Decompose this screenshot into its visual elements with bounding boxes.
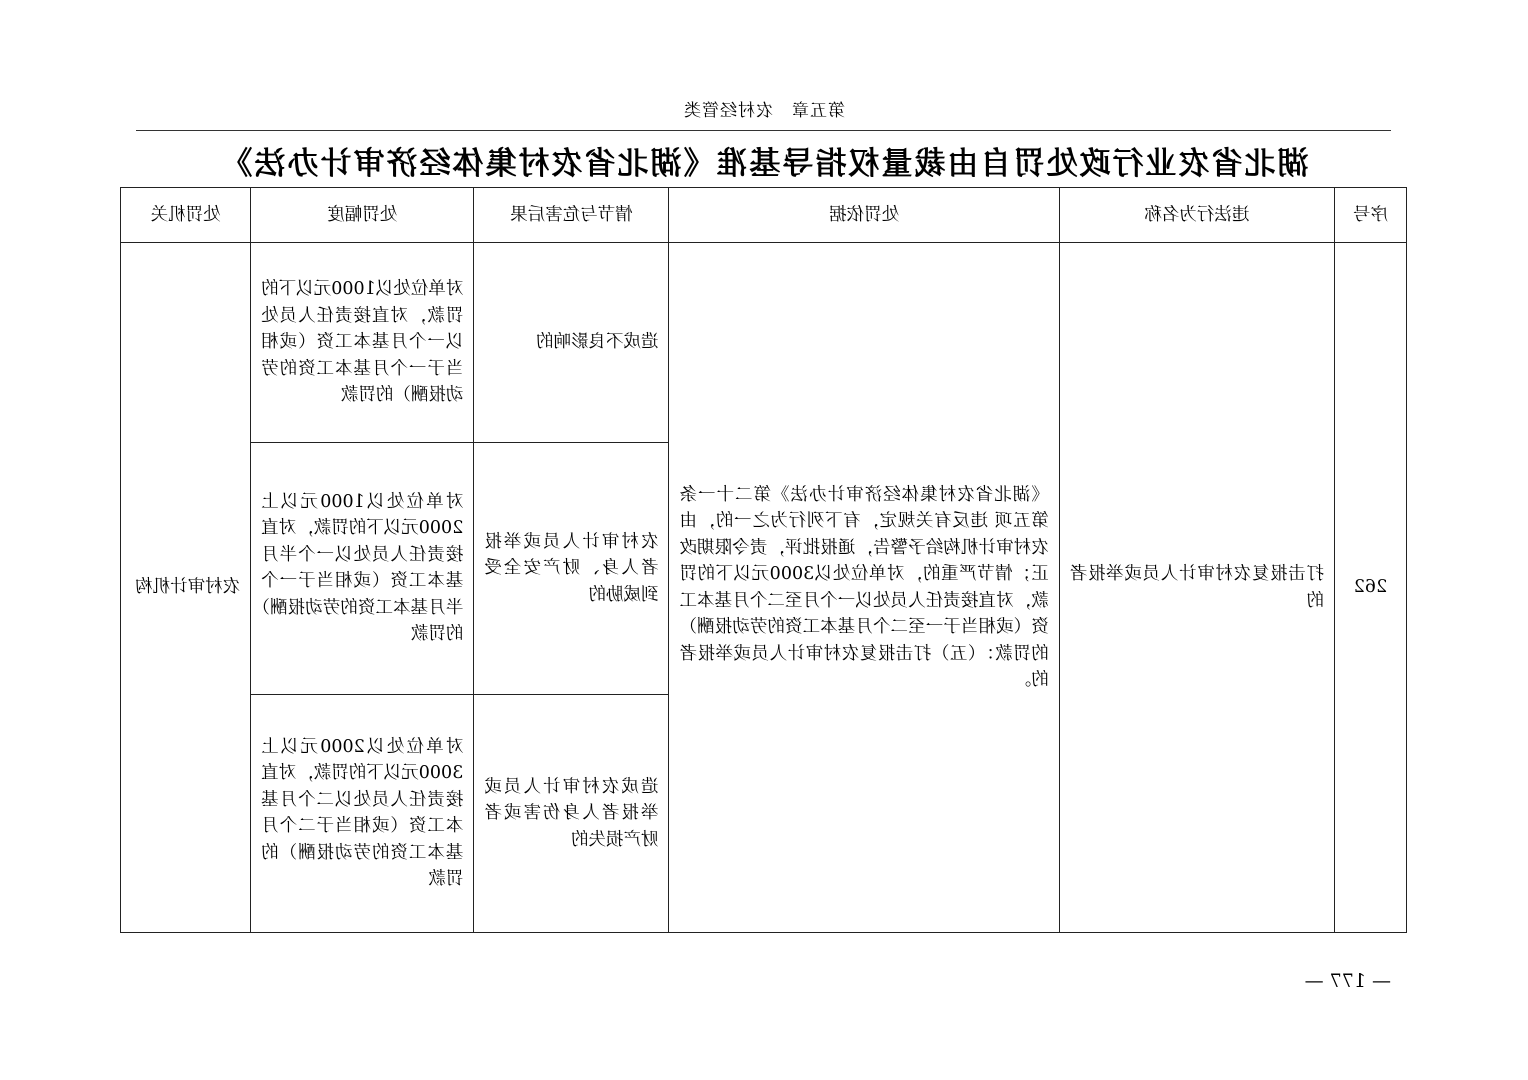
cell-penalty-3: 对单位处以2000元以上3000元以下的罚款，对直接责任人员处以二个月基本工资（或相当于二个月基本工资的劳动报酬）的罚款 (251, 694, 474, 932)
document-title: 湖北省农业行政处罚自由裁量权指导基准《湖北省农村集体经济审计办法》 (219, 146, 1309, 182)
cell-consequence-1: 造成不良影响的 (474, 243, 669, 443)
column-header-authority: 处罚机关 (121, 188, 251, 243)
table-header-row (121, 188, 1407, 243)
column-header-violation: 违法行为名称 (1059, 188, 1334, 243)
cell-penalty-1: 对单位处以1000元以下的罚款，对直接责任人员处以一个月基本工资（或相当于一个月基本工资的劳动报酬）的罚款 (251, 243, 474, 443)
running-header: 第五章 农村经管类 (683, 101, 845, 121)
cell-basis: 《湖北省农村集体经济审计办法》第二十一条 第五项 违反有关规定，有下列行为之一的，由农村审计机构给予警告，通报批评，责令限期改正；情节严重的，对单位处以3000元以下的罚款，对直接责任人员处以一个月至二个月基本工资（或相当于一至二个月基本工资的劳动报酬）的罚款：（五）打击报复农村审计人员或举报者的。 (669, 243, 1059, 933)
cell-number: 262 (1334, 243, 1406, 933)
cell-violation: 打击报复农村审计人员或举报者的 (1059, 243, 1334, 933)
page-number: — 177 — (1304, 970, 1391, 992)
cell-consequence-3: 造成农村审计人员或举报者人身伤害或者财产损失的 (474, 694, 669, 932)
header-rule (136, 130, 1391, 131)
cell-authority: 农村审计机构 (121, 243, 251, 933)
table-row (121, 243, 1407, 443)
column-header-number: 序号 (1334, 188, 1406, 243)
column-header-penalty: 处罚幅度 (251, 188, 474, 243)
cell-consequence-2: 农村审计人员或举报者人身、财产安全受到威胁的 (474, 443, 669, 694)
column-header-basis: 处罚依据 (669, 188, 1059, 243)
column-header-consequence: 情节与危害后果 (474, 188, 669, 243)
cell-penalty-2: 对单位处以1000元以上2000元以下的罚款，对直接责任人员处以一个半月基本工资（或相当于一个半月基本工资的劳动报酬）的罚款 (251, 443, 474, 694)
penalty-table (120, 187, 1407, 933)
